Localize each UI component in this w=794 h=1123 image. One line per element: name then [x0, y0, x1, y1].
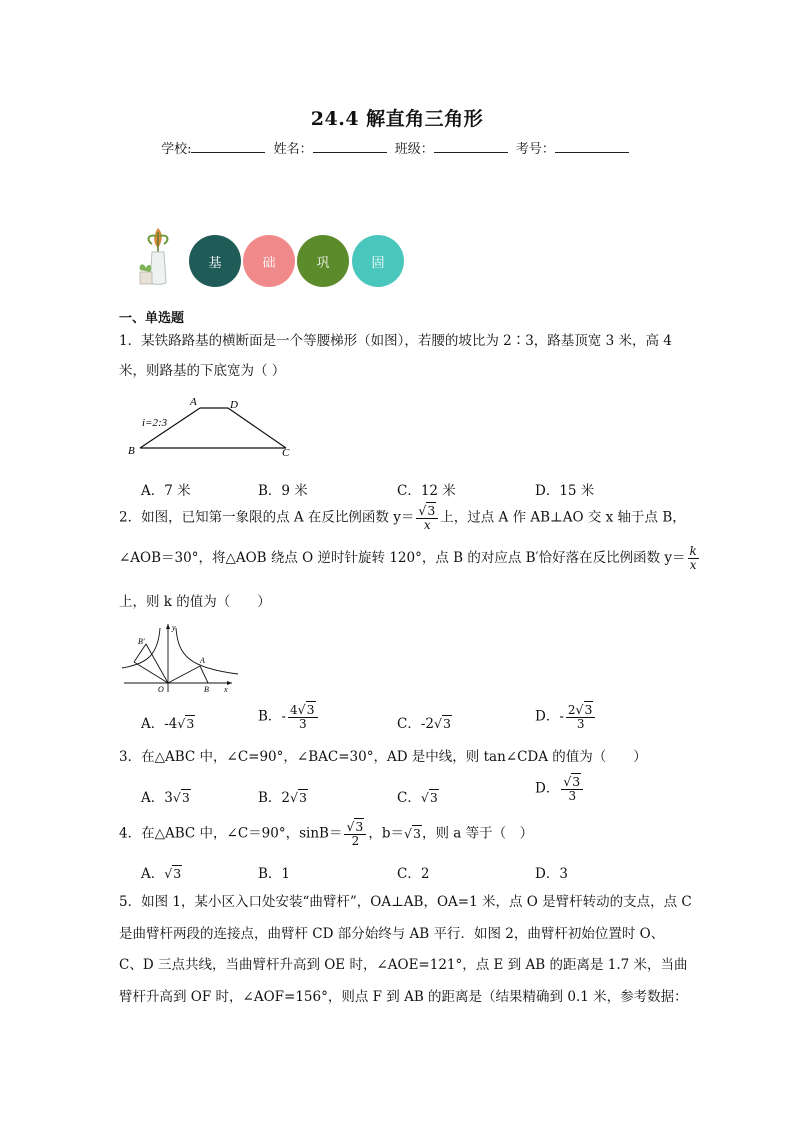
plant-vase-icon: [136, 222, 186, 288]
q5-line3: C、D 三点共线，当曲臂杆升高到 OE 时，∠AOE=121°，点 E 到 AB 的距离是 1.7 米，当曲: [119, 957, 688, 973]
circle-ji: 基: [189, 235, 241, 287]
q3-option-d[interactable]: D． $\frac{√3}{3}$: [535, 775, 585, 803]
q2-line1: 2．如图，已知第一象限的点 A 在反比例函数 y＝ $\frac{√3}{x}$ 上，过点 A 作 AB⊥AO 交 x 轴于点 B，: [119, 503, 686, 532]
q2-option-d[interactable]: D．- $\frac{2√3}{3}$: [535, 703, 597, 731]
q4-option-c[interactable]: C．2: [397, 866, 430, 882]
exam-number-blank[interactable]: [555, 140, 629, 153]
q2-label-O: O: [158, 685, 164, 694]
q1-option-a[interactable]: A．7 米: [141, 483, 191, 499]
school-blank[interactable]: [191, 140, 265, 153]
name-label: 姓名：: [273, 142, 313, 157]
q1-slope-label: i=2:3: [142, 417, 168, 429]
q4-option-b[interactable]: B．1: [258, 866, 291, 882]
q1-label-B: B: [128, 445, 135, 457]
q2-option-b[interactable]: B．- $\frac{4√3}{3}$: [258, 703, 320, 731]
q2-label-x: x: [224, 685, 228, 694]
circle-chu: 础: [243, 235, 295, 287]
q2-label-y: y: [172, 623, 176, 632]
q2-option-c[interactable]: C．-2√3: [397, 716, 451, 732]
q1-line2: 米，则路基的下底宽为（ ）: [119, 363, 286, 379]
q5-line4: 臂杆升高到 OF 时，∠AOF=156°，则点 F 到 AB 的距离是（结果精确到 0.1 米，参考数据：: [119, 989, 688, 1005]
q2-label-B: B: [204, 685, 209, 694]
q2-line3: 上，则 k 的值为（ ）: [119, 594, 271, 610]
q2-fraction-k-over-x: $\frac{k}{x}$: [689, 544, 697, 572]
exam-number-label: 考号：: [515, 142, 555, 157]
q1-label-D: D: [230, 399, 238, 411]
student-info-line: [0, 138, 794, 157]
q2-line2: ∠AOB＝30°，将△AOB 绕点 O 逆时针旋转 120°，点 B 的对应点 B′恰好落在反比例函数 y＝ $\frac{k}{x}$: [119, 544, 697, 572]
q2-label-A: A: [200, 656, 205, 665]
q1-line1: 1．某铁路路基的横断面是一个等腰梯形（如图），若腰的坡比为 2∶3，路基顶宽 3 米，高 4: [119, 333, 672, 349]
circle-gong: 巩: [297, 235, 349, 287]
q2-label-Bprime: B′: [138, 637, 145, 646]
q2-fraction-sqrt3-over-x: $\frac{√3}{x}$: [416, 504, 438, 532]
q3-option-a[interactable]: A．3√3: [141, 790, 190, 806]
q4-option-d[interactable]: D．3: [535, 866, 568, 882]
class-label: 班级：: [394, 142, 434, 157]
class-blank[interactable]: [434, 140, 508, 153]
q3-option-c[interactable]: C．√3: [397, 790, 438, 806]
q1-label-A: A: [190, 396, 197, 408]
q5-line1: 5．如图 1，某小区入口处安装“曲臂杆”，OA⊥AB，OA=1 米，点 O 是臂杆转动的支点，点 C: [119, 894, 692, 910]
q2-hyperbola-figure: [120, 620, 242, 696]
q4-stem: 4．在△ABC 中，∠C＝90°，sinB＝ $\frac{√3}{2}$ ，b＝√3，则 a 等于（ ）: [119, 819, 534, 848]
q1-option-d[interactable]: D．15 米: [535, 483, 595, 499]
q1-option-b[interactable]: B．9 米: [258, 483, 308, 499]
q5-line2: 是曲臂杆两段的连接点，曲臂杆 CD 部分始终与 AB 平行．如图 2，曲臂杆初始位置时 O、: [119, 926, 665, 942]
school-label: 学校:: [161, 142, 192, 157]
q2-option-a[interactable]: A．-4√3: [141, 716, 195, 732]
name-blank[interactable]: [313, 140, 387, 153]
q1-label-C: C: [282, 447, 290, 459]
section-title: 一、单选题: [119, 311, 185, 326]
page-title: 24.4 解直角三角形: [310, 108, 484, 130]
q3-stem: 3．在△ABC 中，∠C=90°，∠BAC=30°，AD 是中线，则 tan∠CDA 的值为（ ）: [119, 749, 647, 765]
q1-option-c[interactable]: C．12 米: [397, 483, 456, 499]
q1-trapezoid-figure: [122, 392, 302, 462]
circle-gu: 固: [352, 235, 404, 287]
q3-option-b[interactable]: B．2√3: [258, 790, 307, 806]
q4-option-a[interactable]: A．√3: [141, 866, 182, 882]
